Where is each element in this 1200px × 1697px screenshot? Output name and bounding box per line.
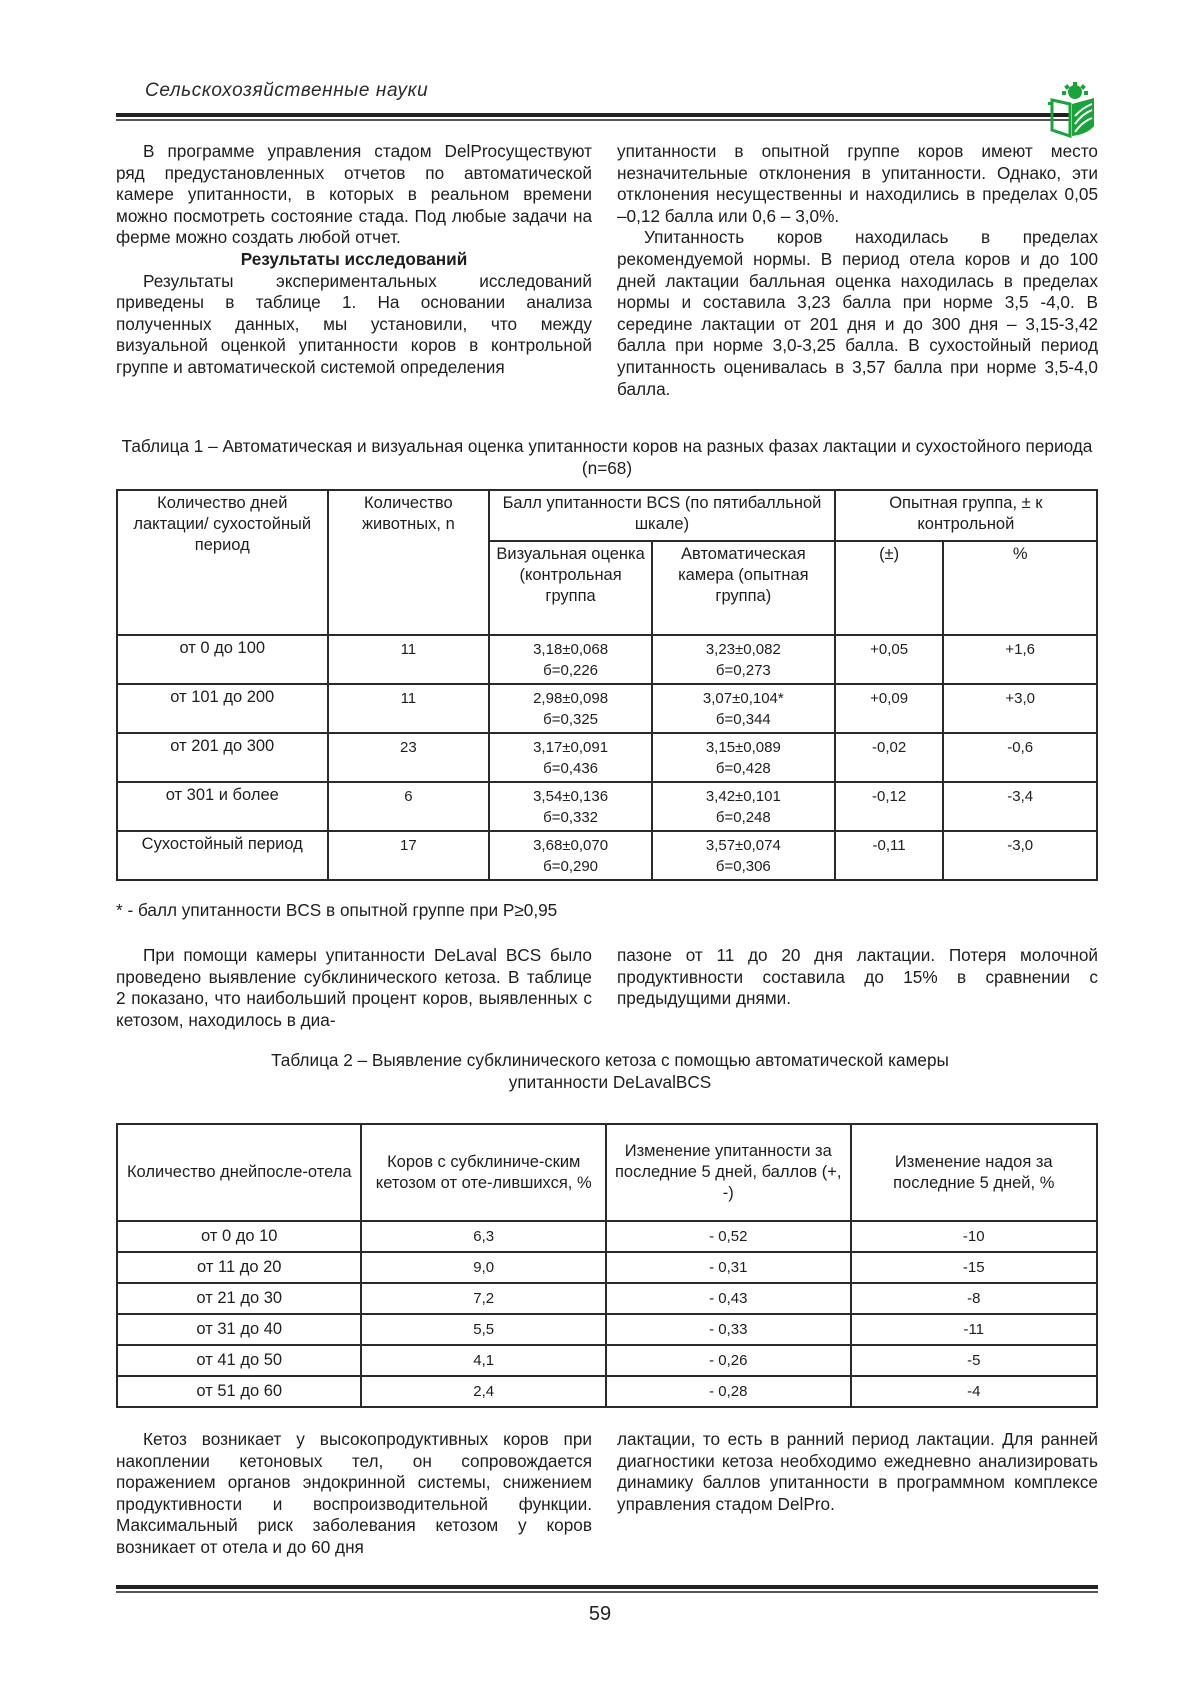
book-wheat-gear-logo-icon — [1048, 82, 1098, 138]
cell-visual: 3,54±0,136 б=0,332 — [489, 782, 652, 831]
cell-diff: -0,12 — [835, 782, 944, 831]
cell-period: от 201 до 300 — [117, 733, 328, 782]
cell-bcs-change: - 0,31 — [606, 1252, 851, 1283]
header-visual: Визуальная оценка (контрольная группа — [489, 541, 652, 635]
cell-ketosis: 5,5 — [361, 1314, 606, 1345]
header-period: Количество дней лактации/ сухостойный период — [117, 490, 328, 635]
table1-caption: Таблица 1 – Автоматическая и визуальная оценка упитанности коров на разных фазах лактации и сухостойного периода (n=68) — [121, 436, 1093, 478]
cell-n: 11 — [328, 684, 490, 733]
cell-period: от 301 и более — [117, 782, 328, 831]
middle-left-column — [116, 945, 592, 1031]
header-divider — [116, 113, 1071, 121]
table-row — [117, 1221, 1097, 1252]
cell-visual: 3,68±0,070 б=0,290 — [489, 831, 652, 880]
cell-period: от 0 до 100 — [117, 635, 328, 684]
cell-visual: 2,98±0,098 б=0,325 — [489, 684, 652, 733]
header-diff: (±) — [835, 541, 944, 635]
cell-camera: 3,42±0,101 б=0,248 — [652, 782, 835, 831]
cell-ketosis: 7,2 — [361, 1283, 606, 1314]
cell-percent: -0,6 — [943, 733, 1097, 782]
header-milk-change: Изменение надоя за последние 5 дней, % — [851, 1124, 1098, 1221]
page-number: 59 — [588, 1603, 612, 1625]
table-row — [117, 1314, 1097, 1345]
cell-milk-change: -15 — [851, 1252, 1098, 1283]
cell-ketosis: 6,3 — [361, 1221, 606, 1252]
table-row — [117, 831, 1097, 880]
cell-period: Сухостойный период — [117, 831, 328, 880]
cell-camera: 3,15±0,089 б=0,428 — [652, 733, 835, 782]
cell-bcs-change: - 0,26 — [606, 1345, 851, 1376]
cell-n: 6 — [328, 782, 490, 831]
cell-bcs-change: - 0,52 — [606, 1221, 851, 1252]
closing-paragraph-right: лактации, то есть в ранний период лактации. Для ранней диагностики кетоза необходимо ежедневно анализировать динамику баллов упитанности в программном комплексе управления стадом DelPro. — [617, 1429, 1098, 1514]
cell-days: от 0 до 10 — [117, 1221, 361, 1252]
cell-diff: +0,09 — [835, 684, 944, 733]
intro-paragraph-1: В программе управления стадом DelProсуществуют ряд предустановленных отчетов по автоматической камере упитанности, в которых в реальном времени можно посмотреть состояние стада. Под любые задачи на ферме можно создать любой отчет. — [116, 141, 592, 248]
cell-days: от 51 до 60 — [117, 1376, 361, 1407]
cell-visual: 3,17±0,091 б=0,436 — [489, 733, 652, 782]
table-row — [117, 1345, 1097, 1376]
cell-percent: -3,4 — [943, 782, 1097, 831]
cell-milk-change: -5 — [851, 1345, 1098, 1376]
header-ketosis: Коров с субклиниче-ским кетозом от оте-лившихся, % — [361, 1124, 606, 1221]
cell-milk-change: -8 — [851, 1283, 1098, 1314]
closing-paragraph-left: Кетоз возникает у высокопродуктивных коров при накоплении кетоновых тел, он сопровождается поражением органов эндокринной системы, снижением продуктивности и воспроизводительной функции. Максимальный риск заболевания кетозом у коров возникает от отела и до 60 дня — [116, 1429, 592, 1557]
cell-days: от 31 до 40 — [117, 1314, 361, 1345]
intro-right-column — [617, 141, 1098, 400]
header-percent: % — [943, 541, 1097, 635]
table2-caption: Таблица 2 – Выявление субклинического кетоза с помощью автоматической камеры упитанности DeLavalBCS — [271, 1050, 949, 1092]
closing-right-column — [617, 1429, 1098, 1515]
cell-days: от 41 до 50 — [117, 1345, 361, 1376]
cell-percent: +1,6 — [943, 635, 1097, 684]
cell-diff: -0,11 — [835, 831, 944, 880]
header-bcs-change: Изменение упитанности за последние 5 дней, баллов (+, -) — [606, 1124, 851, 1221]
table-row — [117, 684, 1097, 733]
intro-left-column — [116, 141, 592, 379]
cell-ketosis: 2,4 — [361, 1376, 606, 1407]
table2-ketosis-detection — [116, 1123, 1098, 1408]
table-row — [117, 782, 1097, 831]
middle-paragraph-left: При помощи камеры упитанности DeLaval BCS было проведено выявление субклинического кетоза. В таблице 2 показано, что наибольший процент коров, выявленных с кетозом, находилось в диа- — [116, 945, 592, 1030]
table-row — [117, 635, 1097, 684]
cell-diff: -0,02 — [835, 733, 944, 782]
cell-n: 11 — [328, 635, 490, 684]
cell-period: от 101 до 200 — [117, 684, 328, 733]
table-row — [117, 1283, 1097, 1314]
cell-camera: 3,57±0,074 б=0,306 — [652, 831, 835, 880]
intro-paragraph-3: упитанности в опытной группе коров имеют место незначительные отклонения в упитанности. Однако, эти отклонения несущественны и находились в пределах 0,05 –0,12 балла или 0,6 – 3,0%. — [617, 141, 1098, 226]
journal-section-title: Сельскохозяйственные науки — [145, 80, 429, 101]
cell-days: от 21 до 30 — [117, 1283, 361, 1314]
cell-ketosis: 4,1 — [361, 1345, 606, 1376]
cell-milk-change: -11 — [851, 1314, 1098, 1345]
header-bcs-group: Балл упитанности BCS (по пятибалльной шкале) — [489, 490, 835, 541]
cell-camera: 3,07±0,104* б=0,344 — [652, 684, 835, 733]
cell-percent: +3,0 — [943, 684, 1097, 733]
cell-visual: 3,18±0,068 б=0,226 — [489, 635, 652, 684]
cell-bcs-change: - 0,43 — [606, 1283, 851, 1314]
table1-bcs-comparison — [116, 489, 1098, 881]
cell-days: от 11 до 20 — [117, 1252, 361, 1283]
footer-divider — [116, 1585, 1098, 1593]
cell-bcs-change: - 0,28 — [606, 1376, 851, 1407]
cell-camera: 3,23±0,082 б=0,273 — [652, 635, 835, 684]
header-camera: Автоматическая камера (опытная группа) — [652, 541, 835, 635]
header-animals: Количество животных, n — [328, 490, 490, 635]
section-heading: Результаты исследований — [240, 248, 468, 269]
cell-n: 17 — [328, 831, 490, 880]
closing-left-column — [116, 1429, 592, 1559]
cell-n: 23 — [328, 733, 490, 782]
cell-diff: +0,05 — [835, 635, 944, 684]
header-days: Количество днейпосле-отела — [117, 1124, 361, 1221]
cell-ketosis: 9,0 — [361, 1252, 606, 1283]
cell-milk-change: -10 — [851, 1221, 1098, 1252]
intro-paragraph-4: Упитанность коров находилась в пределах рекомендуемой нормы. В период отела коров и до 100 дней лактации балльная оценка находилась в пределах нормы и составила 3,23 балла при норме 3,5 -4,0. В середине лактации от 201 дня и до 300 дня – 3,15-3,42 балла при норме 3,0-3,25 балла. В сухостойный период упитанность оценивалась в 3,57 балла при норме 3,5-4,0 балла. — [617, 227, 1098, 399]
table-row — [117, 1252, 1097, 1283]
cell-percent: -3,0 — [943, 831, 1097, 880]
header-exp-group: Опытная группа, ± к контрольной — [835, 490, 1097, 541]
cell-bcs-change: - 0,33 — [606, 1314, 851, 1345]
table-row — [117, 1376, 1097, 1407]
middle-paragraph-right: пазоне от 11 до 20 дня лактации. Потеря молочной продуктивности составила до 15% в сравнении с предыдущими днями. — [617, 945, 1098, 1009]
middle-right-column — [617, 945, 1098, 1010]
cell-milk-change: -4 — [851, 1376, 1098, 1407]
intro-paragraph-2: Результаты экспериментальных исследований приведены в таблице 1. На основании анализа полученных данных, мы установили, что между визуальной оценкой упитанности коров в контрольной группе и автоматической системой определения — [116, 270, 592, 377]
table1-footnote: * - балл упитанности BCS в опытной группе при Р≥0,95 — [116, 900, 558, 920]
table-row — [117, 733, 1097, 782]
